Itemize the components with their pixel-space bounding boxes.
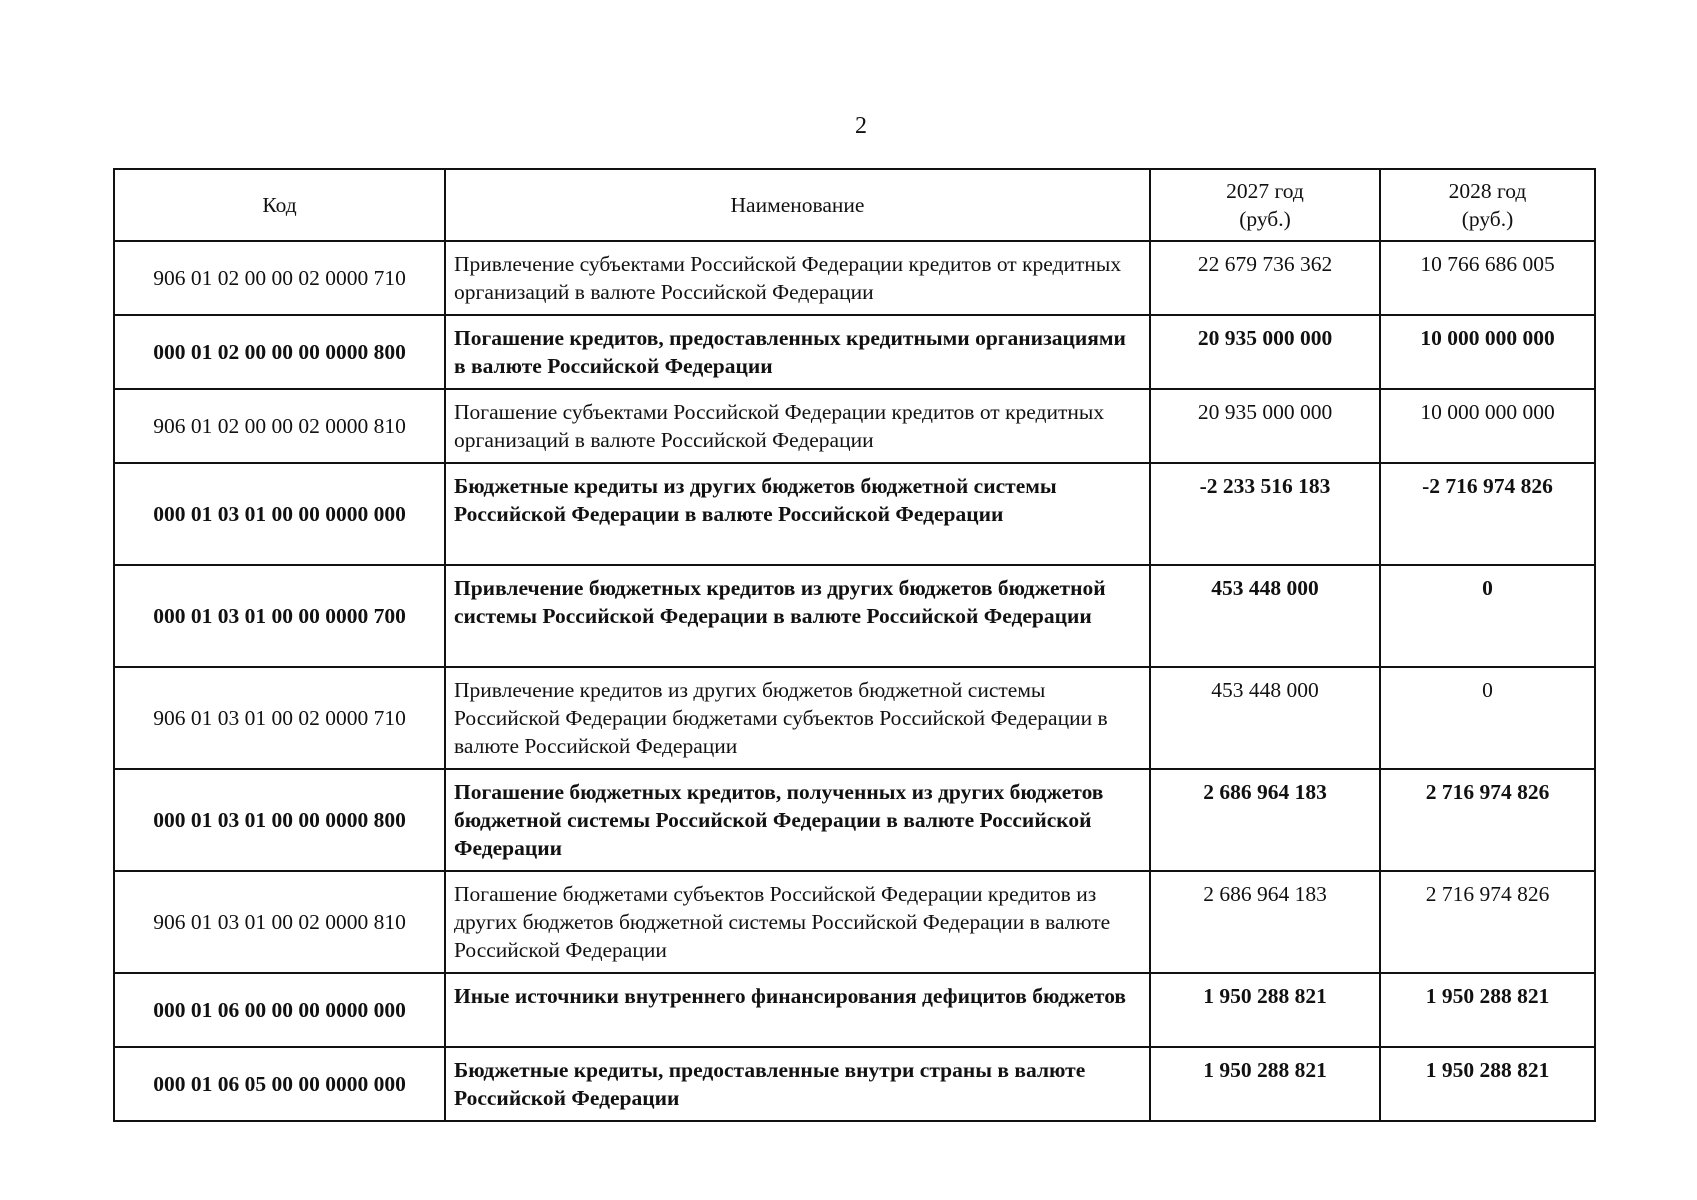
table-row: [114, 769, 1595, 871]
row-value-2027: -2 233 516 183: [1150, 463, 1380, 565]
row-name: Погашение кредитов, предоставленных кредитными организациями в валюте Российской Федерации: [445, 315, 1150, 389]
table-header-row: [114, 169, 1595, 241]
row-value-2028: 1 950 288 821: [1380, 1047, 1595, 1121]
row-code: 000 01 03 01 00 00 0000 700: [114, 565, 445, 667]
row-name: Бюджетные кредиты из других бюджетов бюджетной системы Российской Федерации в валюте Российской Федерации: [445, 463, 1150, 565]
header-code: Код: [114, 169, 445, 241]
table-row: [114, 565, 1595, 667]
row-code: 906 01 02 00 00 02 0000 710: [114, 241, 445, 315]
row-value-2027: 20 935 000 000: [1150, 315, 1380, 389]
table-row: [114, 1047, 1595, 1121]
row-value-2028: 2 716 974 826: [1380, 769, 1595, 871]
page-number: 2: [855, 113, 867, 139]
table-row: [114, 241, 1595, 315]
row-value-2027: 20 935 000 000: [1150, 389, 1380, 463]
table-row: [114, 667, 1595, 769]
row-name: Привлечение бюджетных кредитов из других бюджетов бюджетной системы Российской Федерации в валюте Российской Федерации: [445, 565, 1150, 667]
row-value-2028: 10 766 686 005: [1380, 241, 1595, 315]
row-code: 906 01 03 01 00 02 0000 710: [114, 667, 445, 769]
row-value-2027: 1 950 288 821: [1150, 973, 1380, 1047]
row-code: 000 01 02 00 00 00 0000 800: [114, 315, 445, 389]
row-value-2027: 2 686 964 183: [1150, 871, 1380, 973]
table-row: [114, 973, 1595, 1047]
row-code: 000 01 03 01 00 00 0000 800: [114, 769, 445, 871]
row-value-2028: 1 950 288 821: [1380, 973, 1595, 1047]
header-year-2028-unit: (руб.): [1461, 207, 1514, 231]
row-code: 000 01 03 01 00 00 0000 000: [114, 463, 445, 565]
row-value-2028: 10 000 000 000: [1380, 315, 1595, 389]
table-row: [114, 315, 1595, 389]
row-value-2027: 22 679 736 362: [1150, 241, 1380, 315]
table-row: [114, 463, 1595, 565]
row-name: Погашение субъектами Российской Федерации кредитов от кредитных организаций в валюте Российской Федерации: [445, 389, 1150, 463]
row-value-2028: 0: [1380, 667, 1595, 769]
row-name: Бюджетные кредиты, предоставленные внутри страны в валюте Российской Федерации: [445, 1047, 1150, 1121]
row-value-2027: 1 950 288 821: [1150, 1047, 1380, 1121]
row-name: Погашение бюджетных кредитов, полученных из других бюджетов бюджетной системы Российской Федерации в валюте Российской Федерации: [445, 769, 1150, 871]
row-code: 000 01 06 00 00 00 0000 000: [114, 973, 445, 1047]
header-year-2028-label: 2028 год: [1448, 179, 1527, 203]
header-year-2028: [1380, 169, 1595, 241]
row-name: Привлечение кредитов из других бюджетов бюджетной системы Российской Федерации бюджетами субъектов Российской Федерации в валюте Российской Федерации: [445, 667, 1150, 769]
row-value-2028: -2 716 974 826: [1380, 463, 1595, 565]
row-value-2028: 2 716 974 826: [1380, 871, 1595, 973]
header-year-2027-unit: (руб.): [1239, 207, 1291, 231]
table-row: [114, 389, 1595, 463]
row-value-2028: 0: [1380, 565, 1595, 667]
row-name: Погашение бюджетами субъектов Российской Федерации кредитов из других бюджетов бюджетной системы Российской Федерации в валюте Российской Федерации: [445, 871, 1150, 973]
row-code: 000 01 06 05 00 00 0000 000: [114, 1047, 445, 1121]
row-code: 906 01 03 01 00 02 0000 810: [114, 871, 445, 973]
header-year-2027: [1150, 169, 1380, 241]
table-row: [114, 871, 1595, 973]
header-year-2027-label: 2027 год: [1226, 179, 1304, 203]
budget-sources-table: [113, 168, 1596, 1122]
row-value-2027: 453 448 000: [1150, 667, 1380, 769]
header-name: Наименование: [445, 169, 1150, 241]
row-code: 906 01 02 00 00 02 0000 810: [114, 389, 445, 463]
row-name: Иные источники внутреннего финансирования дефицитов бюджетов: [445, 973, 1150, 1047]
row-value-2027: 2 686 964 183: [1150, 769, 1380, 871]
row-value-2027: 453 448 000: [1150, 565, 1380, 667]
row-name: Привлечение субъектами Российской Федерации кредитов от кредитных организаций в валюте Российской Федерации: [445, 241, 1150, 315]
row-value-2028: 10 000 000 000: [1380, 389, 1595, 463]
